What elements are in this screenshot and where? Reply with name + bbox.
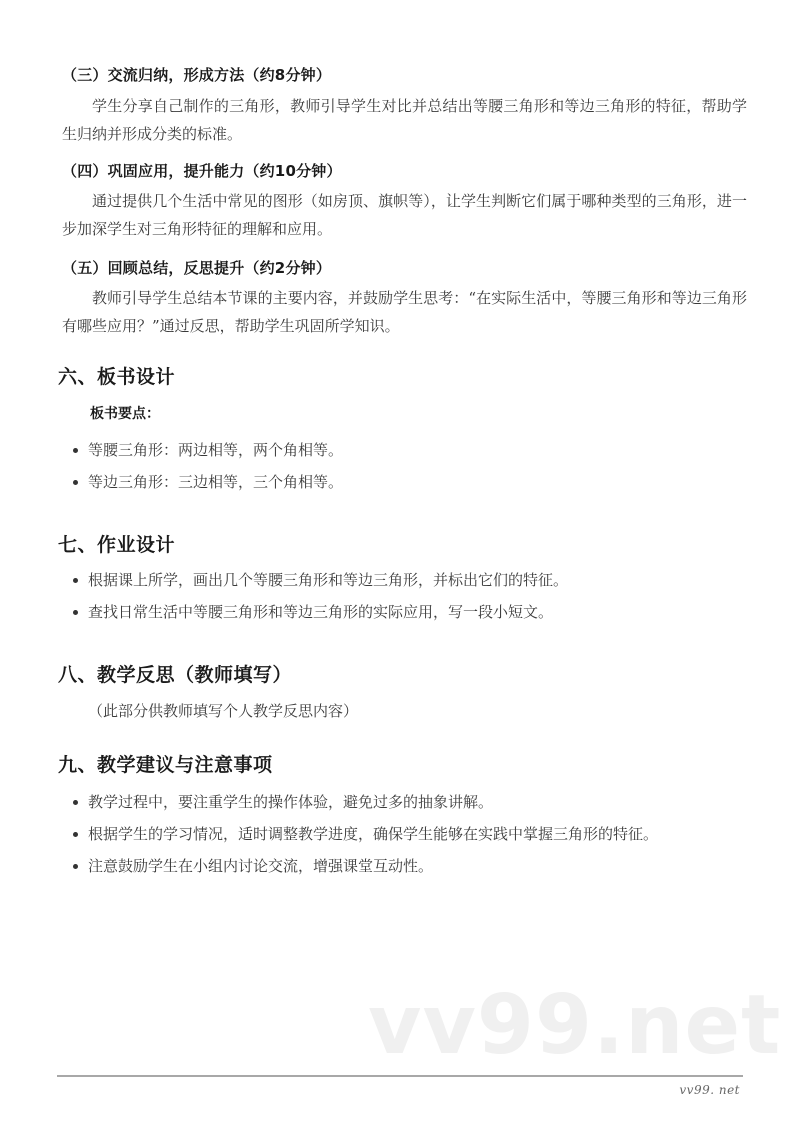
bullet-icon [73, 578, 78, 583]
bullet-icon [73, 832, 78, 837]
list-item-text: 根据课上所学，画出几个等腰三角形和等边三角形，并标出它们的特征。 [88, 571, 569, 589]
list-item [70, 596, 568, 628]
list-item [70, 564, 568, 596]
bullet-icon [73, 800, 78, 805]
list-item [70, 434, 343, 466]
footer-divider [57, 1075, 743, 1077]
step5-heading: （五）回顾总结，反思提升（约2分钟） [62, 259, 332, 277]
suggestions-heading: 九、教学建议与注意事项 [58, 754, 273, 776]
step4-body: 通过提供几个生活中常见的图形（如房顶、旗帜等），让学生判断它们属于哪种类型的三角形，进一步加深学生对三角形特征的理解和应用。 [62, 192, 747, 238]
board-design-label: 板书要点： [90, 406, 160, 422]
step3-heading: （三）交流归纳，形成方法（约8分钟） [62, 66, 332, 84]
step5-body: 教师引导学生总结本节课的主要内容，并鼓励学生思考：“在实际生活中，等腰三角形和等边三角形有哪些应用？”通过反思，帮助学生巩固所学知识。 [62, 289, 747, 335]
reflection-note: （此部分供教师填写个人教学反思内容） [88, 702, 359, 720]
watermark: vv99.net [368, 978, 782, 1073]
step3-body: 学生分享自己制作的三角形，教师引导学生对比并总结出等腰三角形和等边三角形的特征，帮助学生归纳并形成分类的标准。 [62, 97, 747, 143]
suggestions-list [70, 786, 658, 882]
list-item [70, 786, 658, 818]
homework-heading: 七、作业设计 [58, 534, 176, 556]
list-item [70, 466, 343, 498]
list-item [70, 818, 658, 850]
board-design-heading: 六、板书设计 [58, 366, 176, 388]
bullet-icon [73, 480, 78, 485]
footer-site: vv99. net [679, 1083, 740, 1097]
list-item-text: 注意鼓励学生在小组内讨论交流，增强课堂互动性。 [88, 857, 434, 875]
list-item [70, 850, 658, 882]
reflection-heading: 八、教学反思（教师填写） [58, 664, 293, 686]
step4-heading: （四）巩固应用，提升能力（约10分钟） [62, 162, 342, 180]
list-item-text: 根据学生的学习情况，适时调整教学进度，确保学生能够在实践中掌握三角形的特征。 [88, 825, 659, 843]
bullet-icon [73, 610, 78, 615]
bullet-icon [73, 448, 78, 453]
bullet-icon [73, 864, 78, 869]
list-item-text: 查找日常生活中等腰三角形和等边三角形的实际应用，写一段小短文。 [88, 603, 554, 621]
list-item-text: 等腰三角形：两边相等，两个角相等。 [88, 441, 344, 459]
list-item-text: 教学过程中，要注重学生的操作体验，避免过多的抽象讲解。 [88, 793, 494, 811]
list-item-text: 等边三角形：三边相等，三个角相等。 [88, 473, 344, 491]
homework-list [70, 564, 568, 628]
board-design-list [70, 434, 343, 498]
